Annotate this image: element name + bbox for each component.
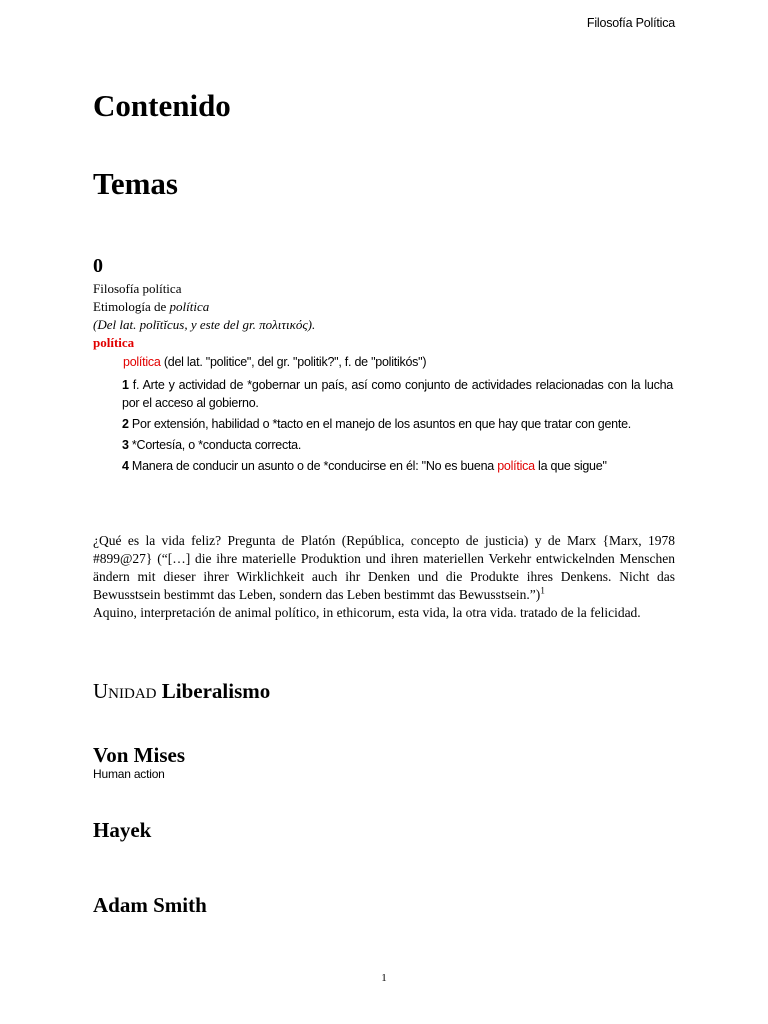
dictionary-headword: política (93, 335, 135, 350)
unit-heading (93, 678, 270, 704)
sense-number: 4 (122, 459, 129, 473)
sense-number: 2 (122, 417, 129, 431)
author-heading: Hayek (93, 818, 152, 842)
section-number: 0 (93, 255, 103, 277)
happiness-paragraph: ¿Qué es la vida feliz? Pregunta de Platón (República, concepto de justicia) y de Marx {Marx, 1978 #899@27} (“[…] die ihre materielle Produktion und ihren materiellen Verkehr entwickelnden Menschen ändern mit dieser ihrer Wirklichkeit auch ihr Denken und die Produkte ihres Denkens. Nicht das Bewusstsein bestimmt das Leben, sondern das Leben bestimmt das Bewusstsein.”)$^1$ (93, 533, 675, 602)
contents-heading: Contenido (93, 88, 231, 123)
etymology-prefix: Etimología de (93, 299, 170, 314)
page-number: 1 (381, 972, 387, 984)
sense-text-end: la que sigue" (534, 459, 607, 473)
etymology-line (93, 298, 675, 316)
sense-number: 1 (122, 378, 129, 392)
unit-title: Liberalismo (161, 679, 271, 703)
footnote-marker[interactable]: 1 (540, 585, 545, 596)
dictionary-entry (122, 353, 673, 478)
dictionary-sense (122, 415, 673, 433)
topics-heading: Temas (93, 166, 178, 201)
sense-text: Manera de conducir un asunto o de *conducirse en él: "No es buena (128, 459, 498, 473)
dictionary-sense (122, 376, 673, 412)
sense-text: f. Arte y actividad de *gobernar un país, así como conjunto de actividades relacionadas con la lucha por el acceso al gobierno. (122, 378, 673, 410)
body-paragraphs (93, 532, 675, 622)
etymology-word: política (169, 299, 210, 314)
author-heading: Von Mises (93, 743, 185, 767)
aquino-paragraph: Aquino, interpretación de animal político, in ethicorum, esta vida, la otra vida. tratado de la felicidad. (93, 605, 641, 620)
sense-highlight: política (497, 459, 535, 473)
etymology-origin: (Del lat. polītĭcus, y este del gr. πολιτικός). (93, 317, 316, 332)
sense-text: Por extensión, habilidad o *tacto en el manejo de los asuntos en que hay que tratar con gente. (128, 417, 632, 431)
entry-headword: política (123, 355, 161, 369)
unit-label: Unidad (93, 679, 157, 703)
sense-text: *Cortesía, o *conducta correcta. (128, 438, 302, 452)
dictionary-sense (122, 436, 673, 454)
author-heading: Adam Smith (93, 893, 207, 917)
author-work: Human action (93, 767, 165, 781)
running-header: Filosofía Política (586, 16, 675, 30)
dictionary-sense (122, 457, 673, 475)
sense-number: 3 (122, 438, 129, 452)
entry-origin-text: (del lat. "politice", del gr. "politik?", f. de "politikós") (160, 355, 427, 369)
section-subtitle: Filosofía política (93, 281, 182, 296)
dictionary-origin (122, 353, 673, 371)
etymology-intro (93, 280, 675, 352)
